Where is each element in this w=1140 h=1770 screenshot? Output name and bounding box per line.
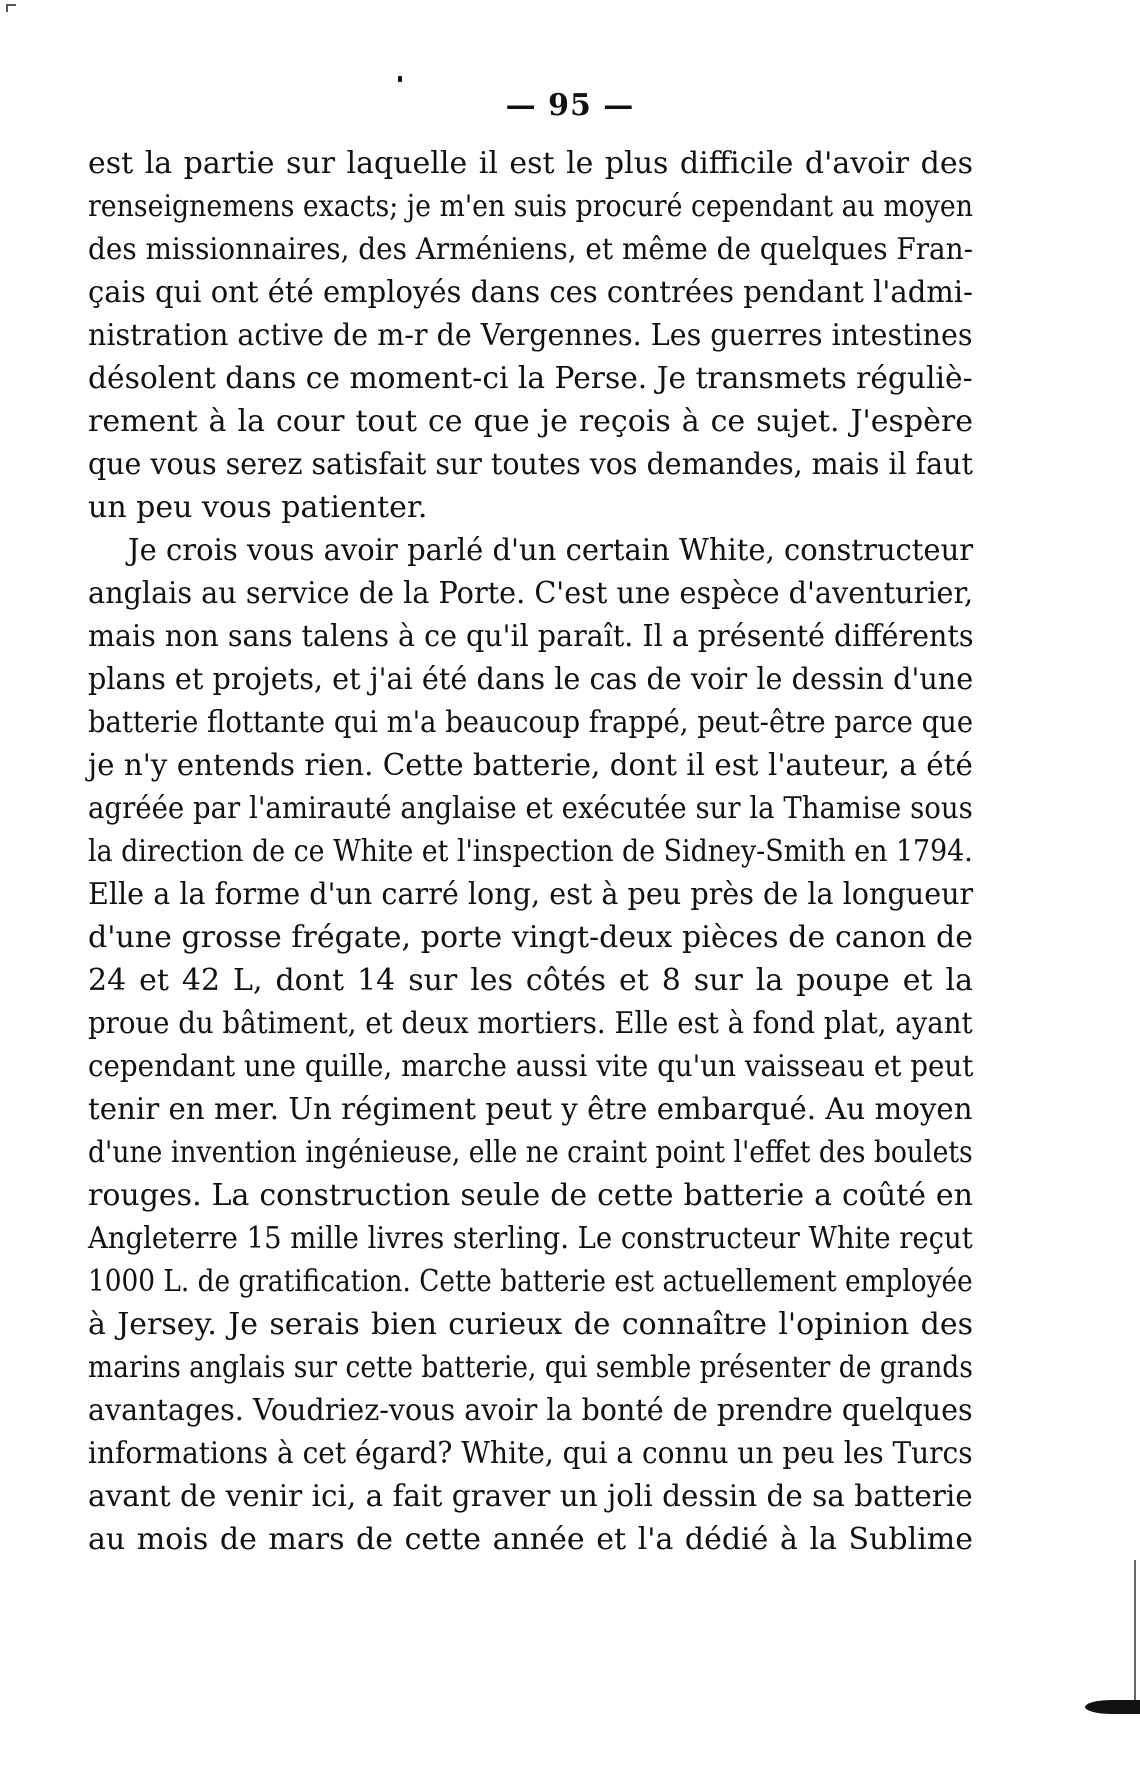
text-line: des missionnaires, des Arméniens, et même de quelques Fran- — [88, 232, 973, 267]
text-line: tenir en mer. Un régiment peut y être embarqué. Au moyen — [88, 1092, 973, 1127]
text-line: est la partie sur laquelle il est le plus difficile d'avoir des — [88, 146, 973, 181]
text-line: nistration active de m-r de Vergennes. Les guerres intestines — [88, 318, 973, 353]
text-line: un peu vous patienter. — [88, 490, 428, 525]
text-line: 1000 L. de gratification. Cette batterie est actuellement employée — [88, 1264, 973, 1299]
text-line: à Jersey. Je serais bien curieux de connaître l'opinion des — [88, 1307, 973, 1342]
text-line: proue du bâtiment, et deux mortiers. Elle est à fond plat, ayant — [88, 1006, 973, 1041]
text-line: que vous serez satisfait sur toutes vos demandes, mais il faut — [88, 447, 973, 482]
page-number: — 95 — — [505, 88, 635, 123]
body-text — [88, 142, 973, 1561]
scan-edge-line — [1134, 1560, 1136, 1710]
text-line: informations à cet égard? White, qui a connu un peu les Turcs — [88, 1436, 973, 1471]
scan-edge-mark — [1085, 1700, 1140, 1714]
text-line: plans et projets, et j'ai été dans le cas de voir le dessin d'une — [88, 662, 974, 697]
text-line: Angleterre 15 mille livres sterling. Le constructeur White reçut — [88, 1221, 973, 1256]
text-line: avant de venir ici, a fait graver un joli dessin de sa batterie — [88, 1479, 973, 1514]
text-line: Elle a la forme d'un carré long, est à peu près de la longueur — [88, 877, 974, 912]
ink-speck — [398, 76, 402, 82]
text-line: je n'y entends rien. Cette batterie, dont il est l'auteur, a été — [88, 748, 973, 783]
text-line: mais non sans talens à ce qu'il paraît. Il a présenté différents — [88, 619, 974, 654]
text-line: d'une invention ingénieuse, elle ne craint point l'effet des boulets — [88, 1135, 973, 1170]
text-line: batterie flottante qui m'a beaucoup frappé, peut-être parce que — [88, 705, 974, 740]
text-line: au mois de mars de cette année et l'a dédié à la Sublime — [88, 1522, 973, 1557]
text-line: Je crois vous avoir parlé d'un certain White, constructeur — [128, 533, 974, 568]
text-line: anglais au service de la Porte. C'est une espèce d'aventurier, — [88, 576, 974, 611]
text-line: cependant une quille, marche aussi vite qu'un vaisseau et peut — [88, 1049, 974, 1084]
text-line: d'une grosse frégate, porte vingt-deux pièces de canon de — [88, 920, 973, 955]
text-line: renseignemens exacts; je m'en suis procuré cependant au moyen — [88, 189, 973, 224]
text-line: avantages. Voudriez-vous avoir la bonté de prendre quelques — [88, 1393, 973, 1428]
scan-corner-mark — [6, 4, 16, 12]
text-line: çais qui ont été employés dans ces contrées pendant l'admi- — [88, 275, 973, 310]
text-line: marins anglais sur cette batterie, qui semble présenter de grands — [88, 1350, 973, 1385]
text-line: la direction de ce White et l'inspection de Sidney-Smith en 1794. — [88, 834, 973, 869]
text-line: agréée par l'amirauté anglaise et exécutée sur la Thamise sous — [88, 791, 973, 826]
text-line: 24 et 42 L, dont 14 sur les côtés et 8 sur la poupe et la — [88, 963, 973, 998]
text-line: rement à la cour tout ce que je reçois à ce sujet. J'espère — [88, 404, 973, 439]
text-line: désolent dans ce moment-ci la Perse. Je transmets réguliè- — [88, 361, 973, 396]
text-line: rouges. La construction seule de cette batterie a coûté en — [88, 1178, 973, 1213]
